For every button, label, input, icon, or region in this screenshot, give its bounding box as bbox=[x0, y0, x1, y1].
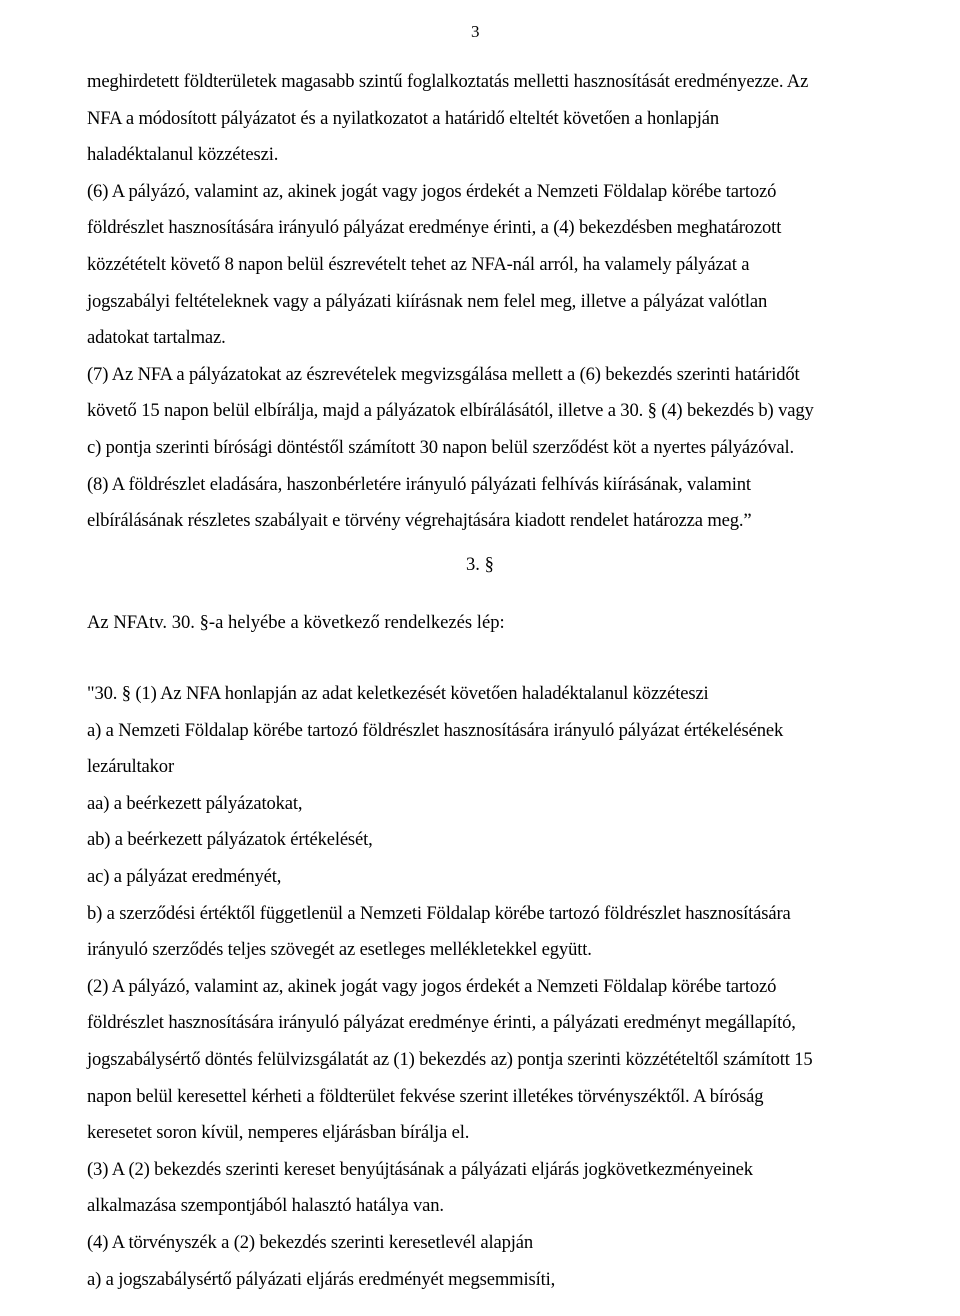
text-block-1 bbox=[87, 64, 874, 540]
text-line: keresetet soron kívül, nemperes eljárásban bírálja el. bbox=[87, 1122, 470, 1144]
text-line: adatokat tartalmaz. bbox=[87, 327, 226, 349]
text-line: (8) A földrészlet eladására, haszonbérletére irányuló pályázati felhívás kiírásának, valamint bbox=[87, 473, 751, 495]
text-block-2 bbox=[87, 676, 874, 1298]
text-line: elbírálásának részletes szabályait e törvény végrehajtására kiadott rendelet határozza meg.” bbox=[87, 510, 752, 532]
text-line: a) a jogszabálysértő pályázati eljárás eredményét megsemmisíti, bbox=[87, 1268, 556, 1290]
text-line: a) a Nemzeti Földalap körébe tartozó földrészlet hasznosítására irányuló pályázat értékelésének bbox=[87, 719, 784, 741]
text-line: ab) a beérkezett pályázatok értékelését, bbox=[87, 829, 373, 851]
text-line: földrészlet hasznosítására irányuló pályázat eredménye érinti, a pályázati eredményt megállapító, bbox=[87, 1012, 796, 1034]
text-line: (4) A törvényszék a (2) bekezdés szerinti keresetlevél alapján bbox=[87, 1231, 534, 1253]
text-line: b) a szerződési értéktől függetlenül a Nemzeti Földalap körébe tartozó földrészlet hasznosítására bbox=[87, 902, 791, 924]
section-heading: 3. § bbox=[466, 554, 494, 575]
text-line: földrészlet hasznosítására irányuló pályázat eredménye érinti, a (4) bekezdésben meghatározott bbox=[87, 217, 782, 239]
text-line: lezárultakor bbox=[87, 756, 174, 778]
text-line: ac) a pályázat eredményét, bbox=[87, 865, 282, 887]
text-line: "30. § (1) Az NFA honlapján az adat keletkezését követően haladéktalanul közzéteszi bbox=[87, 683, 709, 704]
page-number: 3 bbox=[471, 22, 480, 41]
text-line: (2) A pályázó, valamint az, akinek jogát vagy jogos érdekét a Nemzeti Földalap körébe tartozó bbox=[87, 975, 777, 997]
text-line: alkalmazása szempontjából halasztó hatálya van. bbox=[87, 1195, 444, 1217]
text-line: jogszabályi feltételeknek vagy a pályázati kiírásnak nem felel meg, illetve a pályázat valótlan bbox=[87, 290, 768, 312]
text-line: irányuló szerződés teljes szövegét az esetleges mellékletekkel együtt. bbox=[87, 939, 592, 961]
text-line: c) pontja szerinti bírósági döntéstől számított 30 napon belül szerződést köt a nyertes pályázóval. bbox=[87, 436, 795, 458]
text-line: haladéktalanul közzéteszi. bbox=[87, 144, 279, 166]
amendment-intro: Az NFAtv. 30. §-a helyébe a következő rendelkezés lép: bbox=[87, 612, 505, 633]
text-line: (7) Az NFA a pályázatokat az észrevételek megvizsgálása mellett a (6) bekezdés szerinti határidőt bbox=[87, 363, 800, 385]
text-line: (3) A (2) bekezdés szerinti kereset benyújtásának a pályázati eljárás jogkövetkezményeinek bbox=[87, 1158, 753, 1180]
text-line: meghirdetett földterületek magasabb szintű foglalkoztatás melletti hasznosítását eredményezze. Az bbox=[87, 71, 809, 92]
text-line: (6) A pályázó, valamint az, akinek jogát vagy jogos érdekét a Nemzeti Földalap körébe tartozó bbox=[87, 180, 777, 202]
text-line: aa) a beérkezett pályázatokat, bbox=[87, 792, 303, 814]
text-line: NFA a módosított pályázatot és a nyilatkozatot a határidő elteltét követően a honlapján bbox=[87, 107, 720, 129]
text-line: napon belül keresettel kérheti a földterület fekvése szerint illetékes törvényszéktől. A bíróság bbox=[87, 1085, 764, 1107]
text-line: közzétételt követő 8 napon belül észrevételt tehet az NFA-nál arról, ha valamely pályázat a bbox=[87, 253, 750, 275]
text-line: követő 15 napon belül elbírálja, majd a pályázatok elbírálásától, illetve a 30. § (4) bekezdés b) vagy bbox=[87, 400, 814, 422]
text-line: jogszabálysértő döntés felülvizsgálatát az (1) bekezdés az) pontja szerinti közzétételtől számított 15 bbox=[87, 1048, 813, 1070]
